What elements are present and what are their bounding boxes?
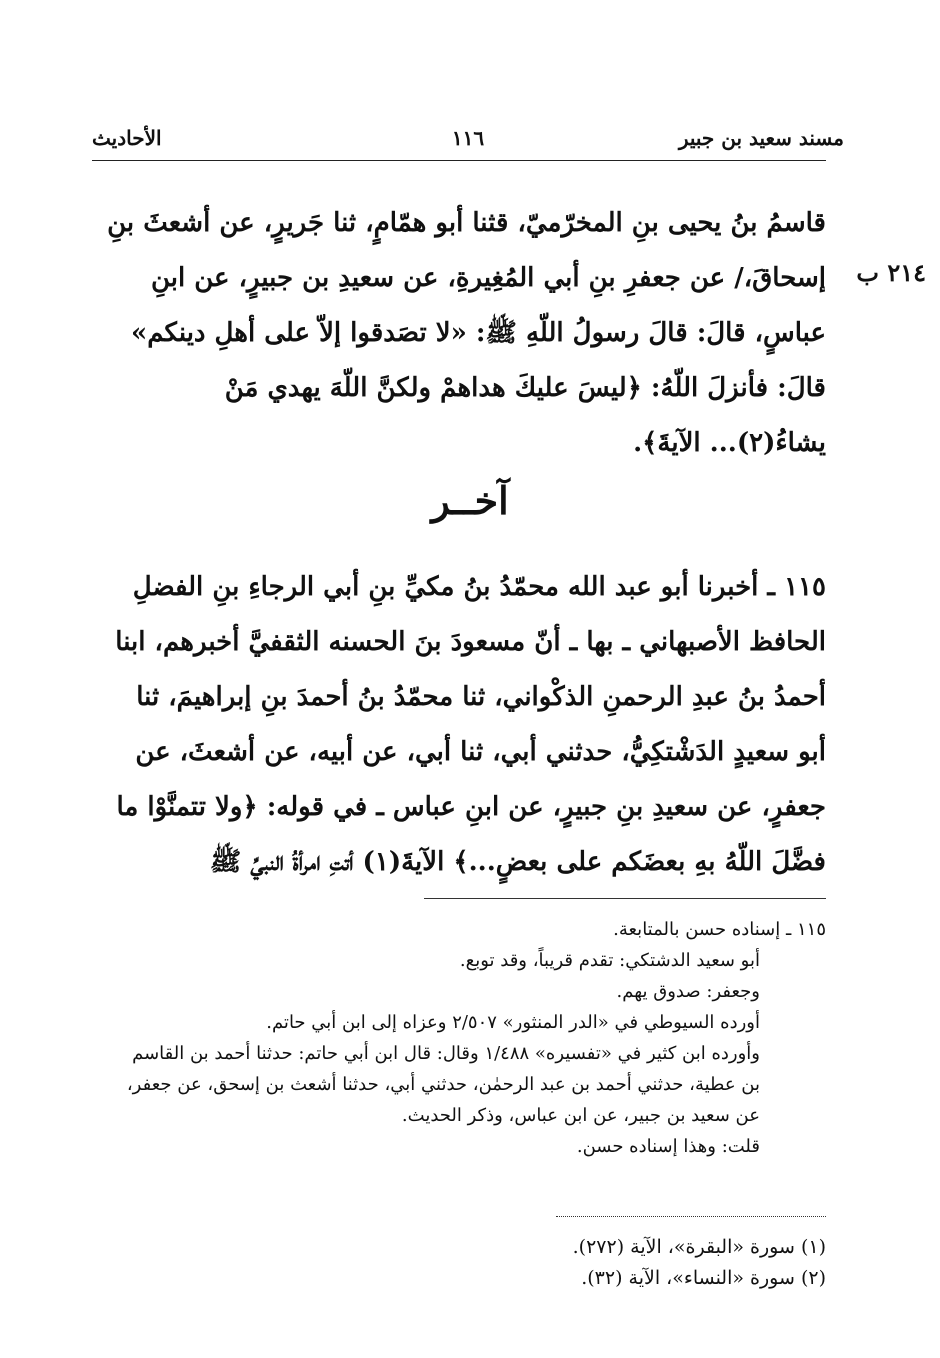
text-line: جعفرٍ، عن سعيدِ بنِ جبيرٍ، عن ابنِ عباس ـ في قوله: ﴿ولا تتمنَّوْا ما: [116, 792, 826, 822]
text-line: ١١٥ ـ أخبرنا أبو عبد الله محمّدُ بنُ مكيِّ بنِ أبي الرجاءِ بنِ الفضلِ: [132, 572, 826, 602]
hadith-115-text: [98, 560, 826, 890]
footnotes: [116, 914, 826, 1162]
text-line: قالَ: فأنزلَ اللّهُ: ﴿ليسَ عليكَ هداهمْ ولكنَّ اللّهَ يهدي مَنْ: [224, 373, 826, 403]
text-line: أبو سعيدٍ الدَشْتكِيُّ، حدثني أبي، ثنا أبي، عن أبيه، عن أشعثَ، عن: [135, 737, 826, 767]
header-rule: [92, 160, 826, 161]
text-line: إسحاقَ،/ عن جعفرِ بنِ أبي المُغِيرةِ، عن سعيدِ بن جبيرٍ، عن ابنِ: [150, 263, 826, 293]
note-line: (١) سورة «البقرة»، الآية (٢٧٢).: [572, 1236, 826, 1258]
notes-dotted-rule: [556, 1216, 826, 1217]
footnote-line: قلت: وهذا إسناده حسن.: [576, 1136, 760, 1157]
page-number: ١١٦: [451, 126, 485, 150]
folio-margin-note: ٢١٤ ب: [856, 258, 926, 287]
text-line: يشاءُ(٢)... الآيةَ﴾.: [633, 428, 826, 458]
section-title: آخــر: [431, 478, 509, 523]
text-line: قاسمُ بنُ يحيى بنِ المخرّميّ، قثنا أبو همّامٍ، ثنا جَريرٍ، عن أشعثَ بنِ: [107, 208, 826, 238]
text-line: عباسٍ، قالَ: قالَ رسولُ اللّهِ ﷺ: «لا تصَدقوا إلاّ على أهلِ دينكم»: [130, 318, 826, 348]
endnotes: [300, 1232, 826, 1294]
running-header: [92, 126, 844, 156]
hadith-114-text: [98, 196, 826, 471]
section-name: الأحاديث: [92, 126, 162, 150]
text-line: أحمدُ بنُ عبدِ الرحمنِ الذكْواني، ثنا محمّدُ بنُ أحمدَ بنِ إبراهيمَ، ثنا: [136, 682, 826, 712]
footnote-line: أبو سعيد الدشتكي: تقدم قريباً، وقد توبع.: [459, 950, 760, 971]
text-line: فضَّلَ اللّهُ بهِ بعضَكم على بعضٍ...﴾ الآيةَ(١) أتتِ امرأةُ النبيِّ ﷺ: [209, 847, 826, 877]
footnote-line: أورده السيوطي في «الدر المنثور» ٢/٥٠٧ وعزاه إلى ابن أبي حاتم.: [266, 1012, 760, 1033]
footnote-line: وجعفر: صدوق يهم.: [616, 981, 760, 1002]
note-line: (٢) سورة «النساء»، الآية (٣٢).: [581, 1267, 826, 1289]
footnote-line: وأورده ابن كثير في «تفسيره» ١/٤٨٨ وقال: قال ابن أبي حاتم: حدثنا أحمد بن القاسم بن عطية، حدثني أحمد بن عبد الرحمٰن، حدثني أبي، حدثنا أشعث بن إسحق، عن جعفر، عن سعيد بن جبير، عن ابن عباس، وذكر الحديث.: [126, 1043, 760, 1126]
footnote-line: ١١٥ ـ إسناده حسن بالمتابعة.: [613, 919, 826, 940]
book-title: مسند سعيد بن جبير: [678, 126, 844, 150]
text-line: الحافظ الأصبهاني ـ بها ـ أنّ مسعودَ بنَ الحسنه الثقفيَّ أخبرهم، ابنا: [115, 627, 826, 657]
footnote-rule: [424, 898, 826, 899]
